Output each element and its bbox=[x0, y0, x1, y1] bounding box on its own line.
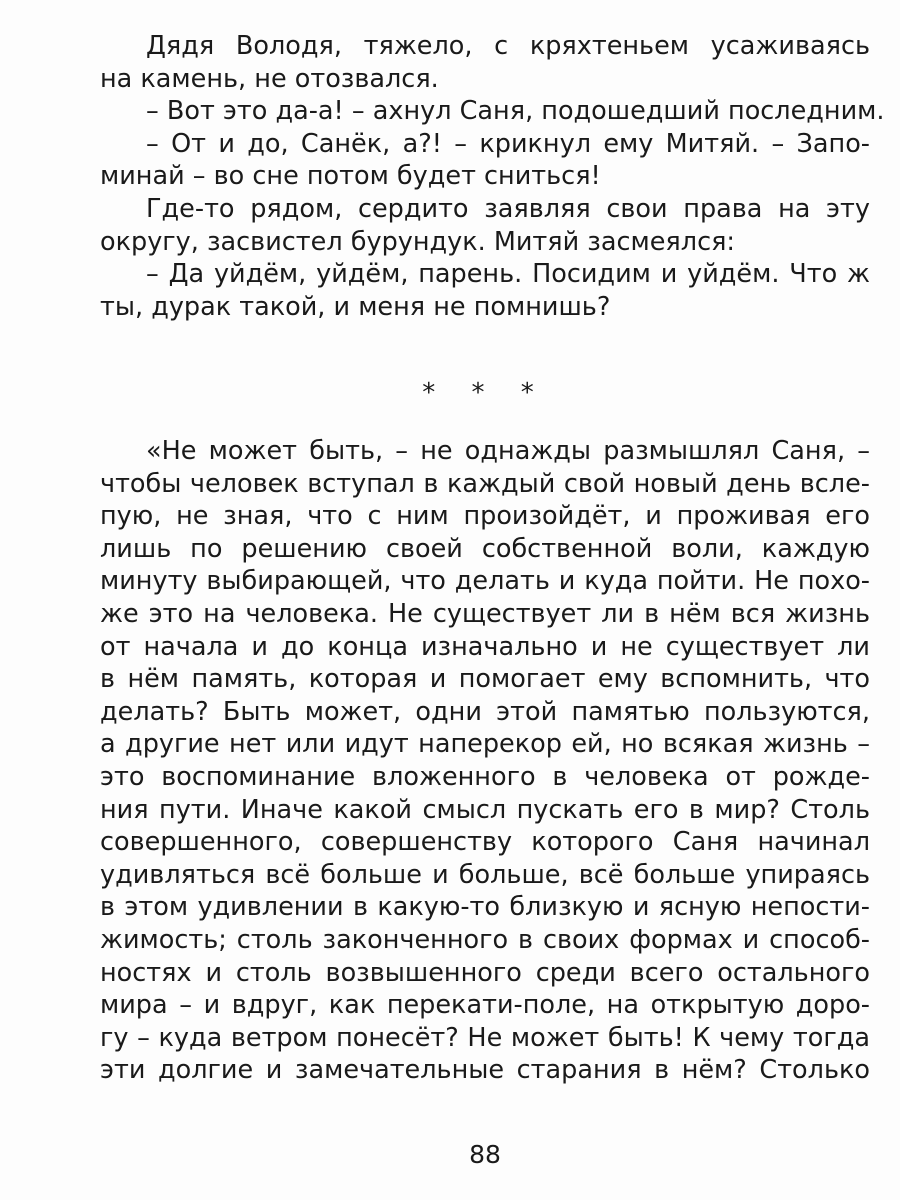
text-line: а другие нет или идут наперекор ей, но всякая жизнь – bbox=[100, 729, 870, 760]
text-line: удивляться всё больше и больше, всё больше упираясь bbox=[100, 859, 870, 890]
text-line: пую, не зная, что с ним произойдёт, и проживая его bbox=[100, 501, 870, 532]
text-line: это воспоминание вложенного в человека от рожде- bbox=[100, 761, 870, 792]
text-line: «Не может быть, – не однажды размышлял Саня, – bbox=[146, 436, 870, 466]
page-number: 88 bbox=[469, 1140, 501, 1169]
text-line: минуту выбирающей, что делать и куда пойти. Не похо- bbox=[100, 566, 870, 597]
text-line: же это на человека. Не существует ли в нём вся жизнь bbox=[100, 598, 870, 629]
text-line: совершенного, совершенству которого Саня начинал bbox=[100, 827, 870, 858]
text-line: на камень, не отозвался. bbox=[100, 63, 439, 94]
text-line: делать? Быть может, одни этой памятью пользуются, bbox=[100, 696, 870, 727]
text-line: минай – во сне потом будет сниться! bbox=[100, 161, 601, 192]
text-line: – Да уйдём, уйдём, парень. Посидим и уйдём. Что ж bbox=[146, 259, 870, 290]
text-line: Дядя Володя, тяжело, с кряхтеньем усаживаясь bbox=[146, 31, 870, 61]
text-line: лишь по решению своей собственной воли, каждую bbox=[100, 533, 870, 564]
text-line: жимость; столь законченного в своих формах и способ- bbox=[100, 924, 870, 955]
text-line: – Вот это да-а! – ахнул Саня, подошедший последним. bbox=[146, 96, 885, 127]
text-line: в этом удивлении в какую-то близкую и ясную непости- bbox=[100, 892, 870, 923]
text-line: в нём память, которая и помогает ему вспомнить, что bbox=[100, 664, 870, 695]
text-line: гу – куда ветром понесёт? Не может быть! К чему тогда bbox=[100, 1022, 870, 1053]
paragraph-section-2 bbox=[100, 435, 870, 1087]
text-line: от начала и до конца изначально и не существует ли bbox=[100, 631, 870, 662]
text-line: ты, дурак такой, и меня не помнишь? bbox=[100, 291, 611, 322]
paragraph-section-1 bbox=[100, 30, 885, 323]
text-line: – От и до, Санёк, а?! – крикнул ему Митяй. – Запо- bbox=[146, 128, 870, 159]
text-line: эти долгие и замечательные старания в нём? Столько bbox=[100, 1055, 870, 1086]
section-separator: * * * bbox=[422, 378, 548, 408]
text-line: ния пути. Иначе какой смысл пускать его в мир? Столь bbox=[100, 794, 870, 825]
text-line: ностях и столь возвышенного среди всего остального bbox=[100, 957, 870, 988]
text-line: мира – и вдруг, как перекати-поле, на открытую доро- bbox=[100, 990, 870, 1021]
text-line: чтобы человек вступал в каждый свой новый день всле- bbox=[100, 468, 870, 499]
text-line: Где-то рядом, сердито заявляя свои права на эту bbox=[146, 193, 870, 224]
text-line: округу, засвистел бурундук. Митяй засмеялся: bbox=[100, 226, 736, 257]
